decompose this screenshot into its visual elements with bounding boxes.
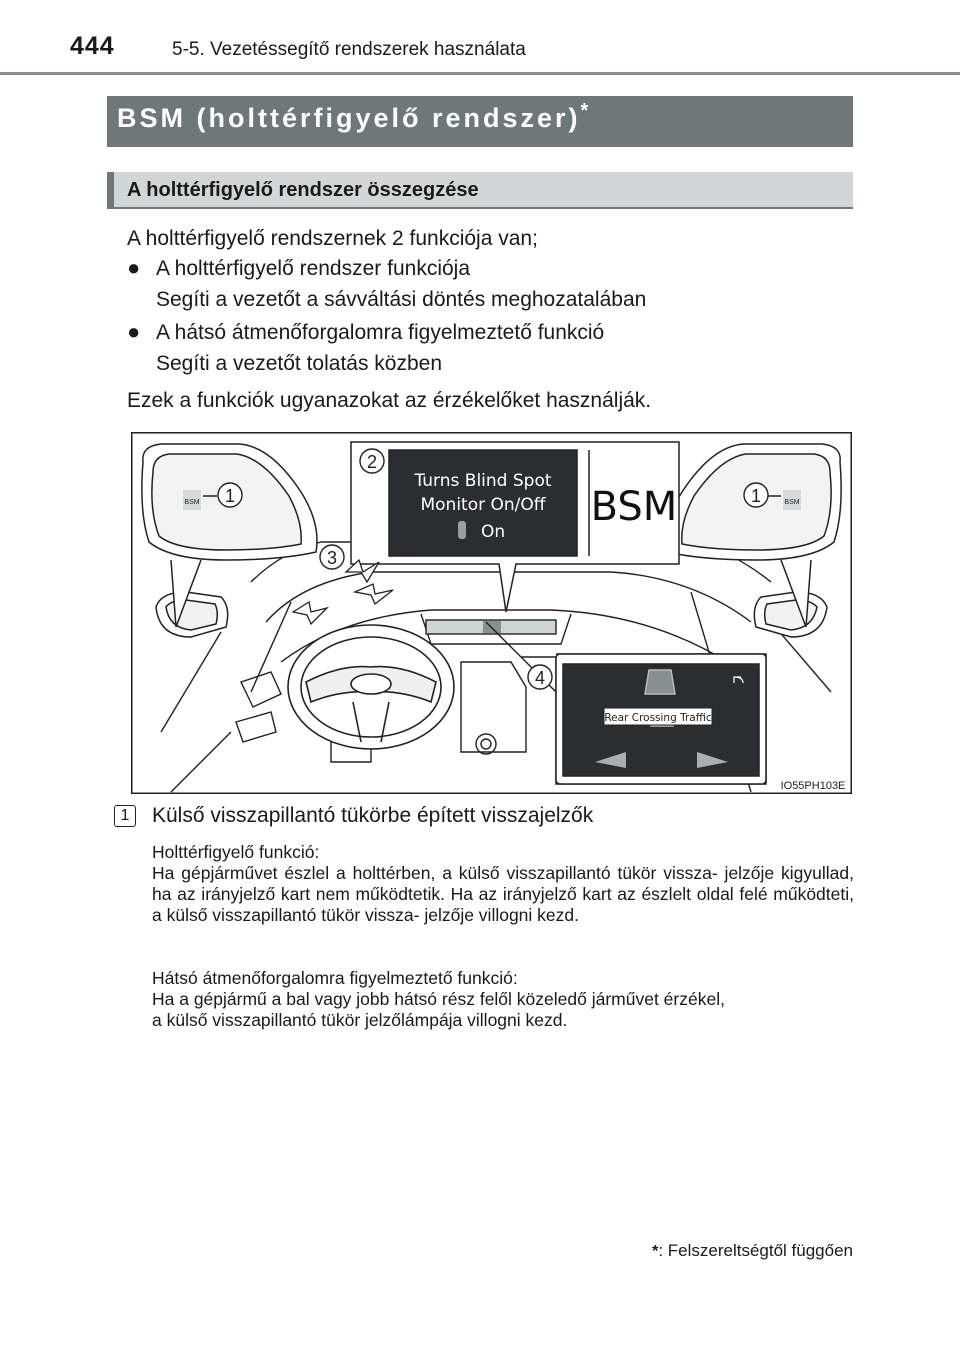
function-description-line: a külső visszapillantó tükör jelzőlámpája villogni kezd. [152, 1010, 568, 1030]
mirror-indicator-right-label: BSM [784, 499, 800, 506]
closing-text: Ezek a funkciók ugyanazokat az érzékelőket használják. [127, 389, 652, 412]
side-mirror-left-icon [156, 592, 228, 637]
optional-equipment-asterisk: * [580, 100, 589, 122]
bullet-title: A holttérfigyelő rendszer funkciója [156, 257, 471, 280]
callout-4: 4 [534, 668, 546, 688]
steering-wheel-icon [288, 625, 454, 749]
intro-text: A holttérfigyelő rendszernek 2 funkciója van; [127, 227, 538, 250]
bsm-illustration [131, 432, 852, 794]
figure-code: IO55PH103E [780, 780, 846, 792]
bullet-description: Segíti a vezetőt tolatás közben [156, 352, 443, 375]
section-title-text: BSM (holttérfigyelő rendszer) [117, 103, 581, 133]
footnote-text: : Felszereltségtől függően [658, 1241, 853, 1260]
rear-crossing-traffic-label: Rear Crossing Traffic [604, 712, 712, 724]
side-mirror-right-icon [754, 592, 827, 637]
page-number: 444 [70, 32, 115, 60]
function-heading: Holttérfigyelő funkció: [152, 842, 320, 862]
function-description [152, 989, 854, 1031]
callout-3: 3 [326, 548, 338, 568]
function-description-line: Ha a gépjármű a bal vagy jobb hátsó rész felől közeledő járművet érzékel, [152, 989, 725, 1009]
screen-top-line1: Turns Blind Spot [414, 471, 552, 491]
screen-top-line2: Monitor On/Off [420, 495, 546, 515]
item-number-box: 1 [114, 805, 136, 827]
header-divider [0, 72, 960, 75]
callout-1-left: 1 [224, 486, 236, 506]
function-description: Ha gépjárművet észlel a holttérben, a külső visszapillantó tükör vissza- jelzője kigyullad, ha az irányjelző kart nem működtetik. Ha az irányjelző kart az észlelt oldal felé működteti, a külső visszapillantó tükör vissza- jelzője villogni kezd. [152, 863, 854, 925]
item-title: Külső visszapillantó tükörbe épített visszajelzők [152, 804, 594, 827]
footnote [652, 1241, 853, 1261]
bullet-description: Segíti a vezetőt a sávváltási döntés meghozatalában [156, 288, 647, 311]
function-heading: Hátsó átmenőforgalomra figyelmeztető funkció: [152, 968, 518, 988]
bsm-button-label: BSM [590, 484, 678, 530]
bullet-icon: ● [127, 255, 141, 280]
screen-top-on: On [481, 522, 506, 542]
bullet-icon: ● [127, 319, 141, 344]
subsection-underline [107, 207, 853, 209]
callout-1-right: 1 [750, 486, 762, 506]
chapter-title: 5-5. Vezetéssegítő rendszerek használata [172, 39, 526, 60]
bullet-title: A hátsó átmenőforgalomra figyelmeztető funkció [156, 321, 605, 344]
section-title [117, 100, 589, 134]
footnote-asterisk: * [652, 1243, 659, 1260]
callout-2: 2 [366, 452, 378, 472]
subsection-title: A holttérfigyelő rendszer összegzése [127, 179, 479, 201]
mirror-indicator-left-label: BSM [184, 499, 200, 506]
